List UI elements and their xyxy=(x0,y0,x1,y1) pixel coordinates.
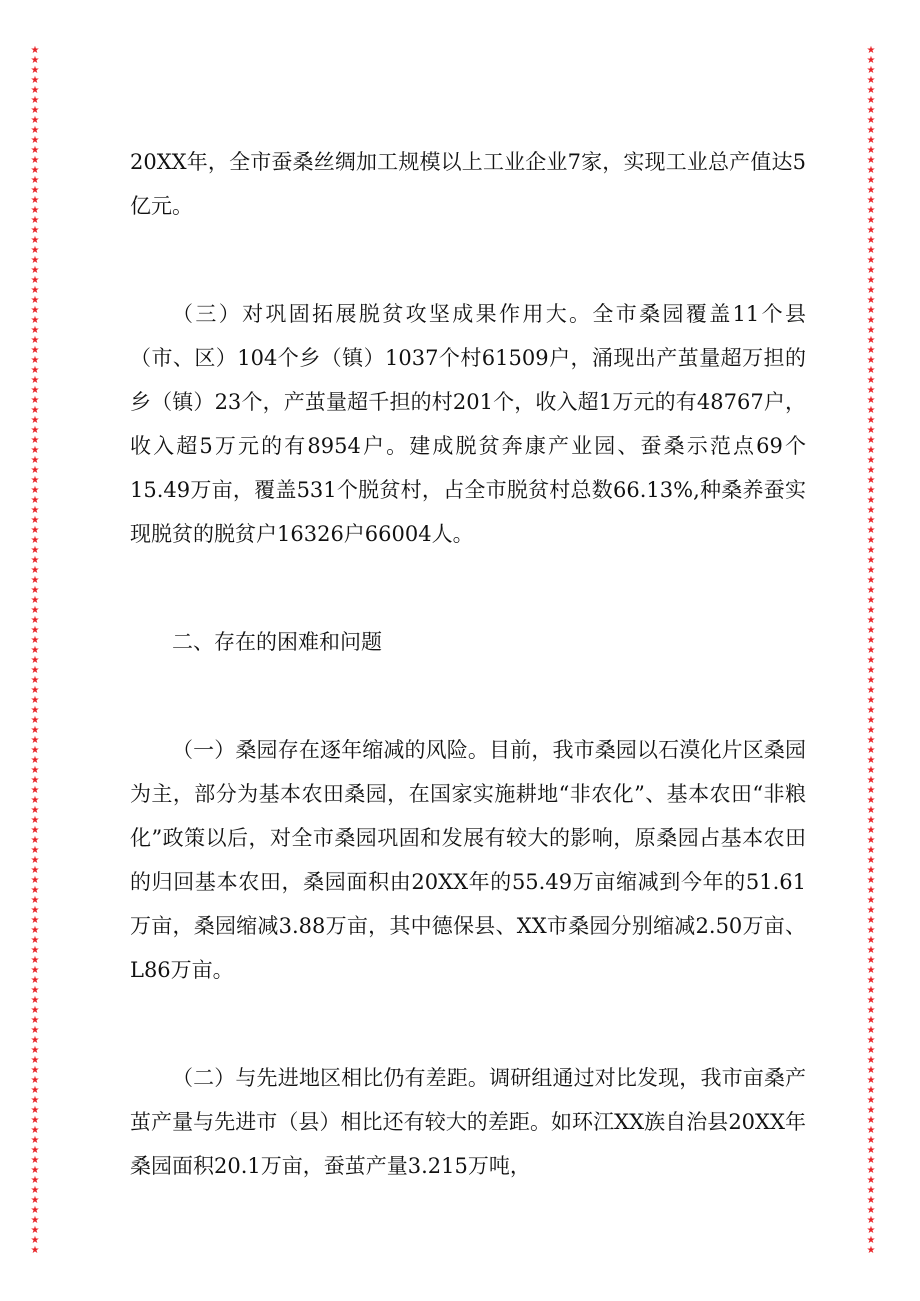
paragraph-gap-with-advanced: （二）与先进地区相比仍有差距。调研组通过对比发现，我市亩桑产茧产量与先进市（县）相比还有较大的差距。如环江XX族自治县20XX年桑园面积20.1万亩，蚕茧产量3.215万吨， xyxy=(130,1066,806,1178)
document-body xyxy=(130,140,806,1188)
paragraph-industry-output: 20XX年，全市蚕桑丝绸加工规模以上工业企业7家，实现工业总产值达5亿元。 xyxy=(130,150,806,218)
paragraph-poverty-alleviation: （三）对巩固拓展脱贫攻坚成果作用大。全市桑园覆盖11个县（市、区）104个乡（镇）1037个村61509户，涌现出产茧量超万担的乡（镇）23个，产茧量超千担的村201个，收入超1万元的有48767户，收入超5万元的有8954户。建成脱贫奔康产业园、蚕桑示范点69个15.49万亩，覆盖531个脱贫村，占全市脱贫村总数66.13%,种桑养蚕实现脱贫的脱贫户16326户66004人。 xyxy=(130,302,806,546)
star-border-left: ★★★★★★★★★★★★★★★★★★★★★★★★★★★★★★★★★★★★★★★★★★★★★★★★★★★★★★★★★★★★★★★★★★★★★★★★★★★★★★★★★★★★★★★★★★★★★★★★★★★★★★★★★★★★★★★★★★★★★★★★★ xyxy=(30,46,40,1256)
star-border-right: ★★★★★★★★★★★★★★★★★★★★★★★★★★★★★★★★★★★★★★★★★★★★★★★★★★★★★★★★★★★★★★★★★★★★★★★★★★★★★★★★★★★★★★★★★★★★★★★★★★★★★★★★★★★★★★★★★★★★★★★★★ xyxy=(866,46,876,1256)
section-heading-difficulties: 二、存在的困难和问题 xyxy=(172,630,382,654)
paragraph-mulberry-shrinking: （一）桑园存在逐年缩减的风险。目前，我市桑园以石漠化片区桑园为主，部分为基本农田桑园，在国家实施耕地“非农化”、基本农田“非粮化”政策以后，对全市桑园巩固和发展有较大的影响，原桑园占基本农田的归回基本农田，桑园面积由20XX年的55.49万亩缩减到今年的51.61万亩，桑园缩减3.88万亩，其中德保县、XX市桑园分别缩减2.50万亩、L86万亩。 xyxy=(130,738,806,982)
